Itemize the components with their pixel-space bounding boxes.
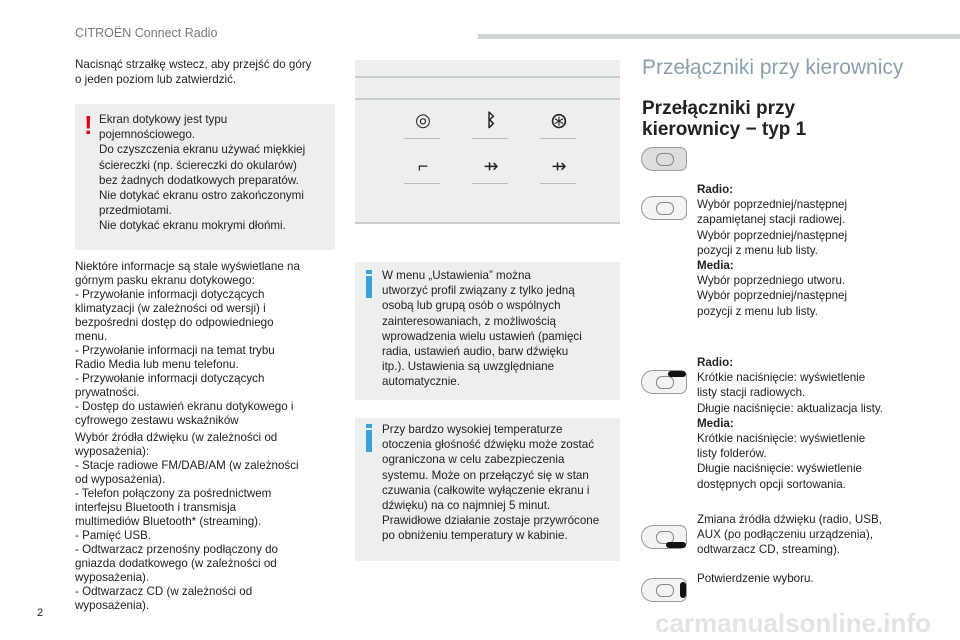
section-subtitle: Przełączniki przy kierownicy − typ 1 <box>642 98 807 140</box>
steering-switch-image <box>641 147 687 171</box>
cd-icon[interactable]: ⊛ <box>549 108 569 132</box>
temperature-note: Przy bardzo wysokiej temperaturze otoczenia głośność dźwięku może zostać ograniczona w celu zabezpieczenia systemu. Może on przełączyć się w stan czuwania (całkowite wyłączenie ekranu i dźwięku) na co najmniej 5 minut. Prawidłowe działanie zostaje przywrócone po obniżeniu temperatury w kabinie. <box>382 423 600 543</box>
warning-box <box>75 104 335 250</box>
usb-icon[interactable]: ⇸ <box>483 156 499 176</box>
info-icon <box>366 276 372 298</box>
switch-item-1: Radio: Wybór poprzedniej/następnej zapamiętanej stacji radiowej. Wybór poprzedniej/następnej pozycji z menu lub listy. Media: Wybór poprzedniego utworu. Wybór poprzedniej/następnej pozycji z menu lub listy. <box>697 183 848 318</box>
switch-confirm-icon <box>641 578 687 602</box>
switch-source-icon <box>641 525 687 549</box>
profiles-note: W menu „Ustawienia” można utworzyć profil związany z tylko jedną osobą lub grupą osób o wspólnych zainteresowaniach, z możliwością wprowadzenia wielu ustawień (pamięci radia, ustawień audio, barw dźwięku itp.). Ustawienia są uwzględniane automatycznie. <box>382 269 582 389</box>
warning-icon: ! <box>84 110 93 140</box>
document-header: CITROËN Connect Radio <box>75 26 218 40</box>
switch-item-4: Potwierdzenie wyboru. <box>697 572 814 585</box>
warning-text: Ekran dotykowy jest typu pojemnościowego. Do czyszczenia ekranu używać miękkiej ściereczki (np. ściereczki do okularów) bez żadnych dodatkowych preparatów. Nie dotykać ekranu ostro zakończonymi przedmiotami. Nie dotykać ekranu mokrymi dłońmi. <box>99 113 306 233</box>
info-box-temperature <box>355 418 620 561</box>
status-bar-info: Niektóre informacje są stale wyświetlane na górnym pasku ekranu dotykowego: - Przywołanie informacji dotyczących klimatyzacji (w zależności od wersji) i bezpośredni dostęp do odpowiedniego menu. - Przywołanie informacji na temat trybu Radio Media lub menu telefonu. - Przywołanie informacji dotyczących prywatności. - Dostęp do ustawień ekranu dotykowego i cyfrowego zestawu wskaźników <box>75 260 300 427</box>
header-bar <box>478 34 960 39</box>
intro-text: Nacisnąć strzałkę wstecz, aby przejść do góry o jeden poziom lub zatwierdzić. <box>75 58 312 87</box>
switch-arrows-icon <box>641 196 687 220</box>
section-title: Przełączniki przy kierownicy <box>642 56 904 79</box>
source-screen <box>355 60 620 224</box>
bluetooth-icon[interactable]: ᛒ <box>485 110 497 130</box>
usb-icon[interactable]: ⇸ <box>551 156 567 176</box>
source-list: Wybór źródła dźwięku (w zależności od wyposażenia): - Stacje radiowe FM/DAB/AM (w zależności od wyposażenia). - Telefon połączony za pośrednictwem interfejsu Bluetooth i transmisja multimediów Bluetooth* (streaming). - Pamięć USB. - Odtwarzacz przenośny podłączony do gniazda dodatkowego (w zależności od wyposażenia). - Odtwarzacz CD (w zależności od wyposażenia). <box>75 431 299 612</box>
info-icon <box>366 430 372 452</box>
info-box-profiles <box>355 262 620 400</box>
switch-item-2: Radio: Krótkie naciśnięcie: wyświetlenie listy stacji radiowych. Długie naciśnięcie: aktualizacja listy. Media: Krótkie naciśnięcie: wyświetlenie listy folderów. Długie naciśnięcie: wyświetlenie dostępnych opcji sortowania. <box>697 356 884 491</box>
radio-icon[interactable]: ◎ <box>415 110 431 130</box>
switch-list-icon <box>641 370 687 394</box>
watermark: carmanualsonline.info <box>655 608 931 638</box>
aux-icon[interactable]: ⌐ <box>417 156 429 176</box>
switch-item-3: Zmiana źródła dźwięku (radio, USB, AUX (po podłączeniu urządzenia), odtwarzacz CD, streaming). <box>697 513 882 557</box>
page-number: 2 <box>37 607 44 619</box>
